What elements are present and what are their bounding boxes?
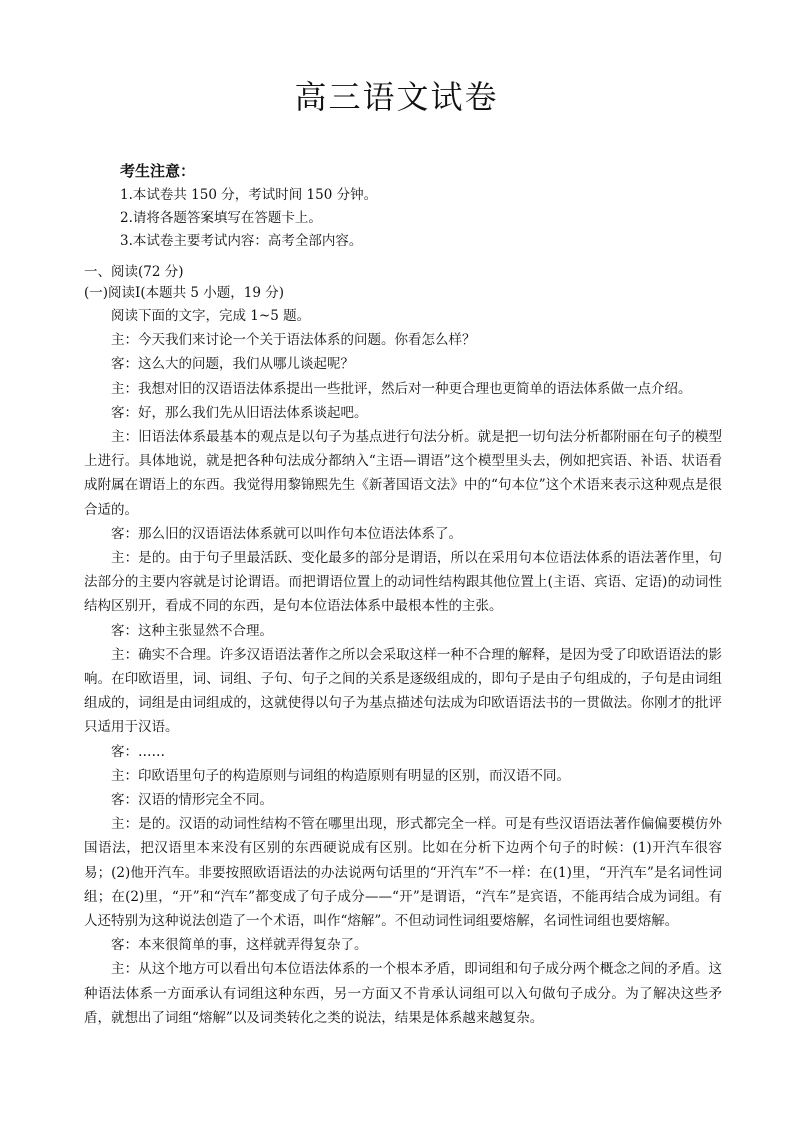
dialogue-paragraph: 主：今天我们来讨论一个关于语法体系的问题。你看怎么样？ xyxy=(111,332,476,349)
instruction-text: 阅读下面的文字，完成 1~5 题。 xyxy=(111,308,311,324)
dialogue-paragraph: 客：好，那么我们先从旧语法体系谈起吧。 xyxy=(111,404,368,421)
dialogue-paragraph: 客：汉语的情形完全不同。 xyxy=(111,792,273,809)
dialogue-paragraph: 主：是的。汉语的动词性结构不管在哪里出现，形式都完全一样。可是有些汉语语法著作偏偏要模仿外国语法，把汉语里本来没有区别的东西硬说成有区别。比如在分析下边两个句子的时候：(1)开汽车很容易；(2)他开汽车。非要按照欧语语法的办法说两句话里的“开汽车”不一样：在(1)里，“开汽车”是名词性词组；在(2)里，“开”和“汽车”都变成了句子成分——“开”是谓语，“汽车”是宾语，不能再结合成为词组。有人还特别为这种说法创造了一个术语，叫作“熔解”。不但动词性词组要熔解，名词性词组也要熔解。 xyxy=(84,816,722,930)
dialogue-paragraph: 客：…… xyxy=(111,743,165,760)
section-title: 一、阅读(72 分) xyxy=(84,264,184,280)
dialogue-paragraph: 客：这种主张显然不合理。 xyxy=(111,622,273,639)
notice-item: 3.本试卷主要考试内容：高考全部内容。 xyxy=(120,233,363,249)
subsection-title: (一)阅读Ⅰ(本题共 5 小题，19 分) xyxy=(84,285,285,301)
dialogue-paragraph: 主：是的。由于句子里最活跃、变化最多的部分是谓语，所以在采用句本位语法体系的语法著作里，句法部分的主要内容就是讨论谓语。而把谓语位置上的动词性结构跟其他位置上(主语、宾语、定语)的动词性结构区别开，看成不同的东西，是句本位语法体系中最根本性的主张。 xyxy=(84,550,722,615)
candidate-notice xyxy=(120,160,720,253)
dialogue-paragraph: 主：印欧语里句子的构造原则与词组的构造原则有明显的区别，而汉语不同。 xyxy=(111,767,570,784)
notice-heading: 考生注意： xyxy=(120,162,196,180)
dialogue-paragraph: 主：旧语法体系最基本的观点是以句子为基点进行句法分析。就是把一切句法分析都附丽在句子的模型上进行。具体地说，就是把各种句法成分都纳入“主语—谓语”这个模型里头去，例如把宾语、补语、状语看成附属在谓语上的东西。我觉得用黎锦熙先生《新著国语文法》中的“句本位”这个术语来表示这种观点是很合适的。 xyxy=(84,429,722,518)
dialogue-paragraph: 客：这么大的问题，我们从哪儿谈起呢？ xyxy=(111,356,354,373)
dialogue-paragraph: 客：那么旧的汉语语法体系就可以叫作句本位语法体系了。 xyxy=(111,525,462,542)
notice-item: 2.请将各题答案填写在答题卡上。 xyxy=(120,210,322,226)
dialogue-paragraph: 主：从这个地方可以看出句本位语法体系的一个根本矛盾，即词组和句子成分两个概念之间的矛盾。这种语法体系一方面承认有词组这种东西，另一方面又不肯承认词组可以入句做句子成分。为了解决这些矛盾，就想出了词组“熔解”以及词类转化之类的说法，结果是体系越来越复杂。 xyxy=(84,961,722,1026)
dialogue-paragraph: 主：确实不合理。许多汉语语法著作之所以会采取这样一种不合理的解释，是因为受了印欧语语法的影响。在印欧语里，词、词组、子句、句子之间的关系是逐级组成的，即句子是由子句组成的，子句是由词组组成的，词组是由词组成的，这就使得以句子为基点描述句法成为印欧语语法书的一贯做法。你刚才的批评只适用于汉语。 xyxy=(84,646,722,736)
page-title: 高三语文试卷 xyxy=(294,78,499,116)
dialogue-paragraph: 客：本来很简单的事，这样就弄得复杂了。 xyxy=(111,937,368,954)
dialogue-paragraph: 主：我想对旧的汉语语法体系提出一些批评，然后对一种更合理也更简单的语法体系做一点介绍。 xyxy=(111,380,692,397)
reading-section xyxy=(84,262,722,1030)
notice-item: 1.本试卷共 150 分，考试时间 150 分钟。 xyxy=(120,187,378,203)
